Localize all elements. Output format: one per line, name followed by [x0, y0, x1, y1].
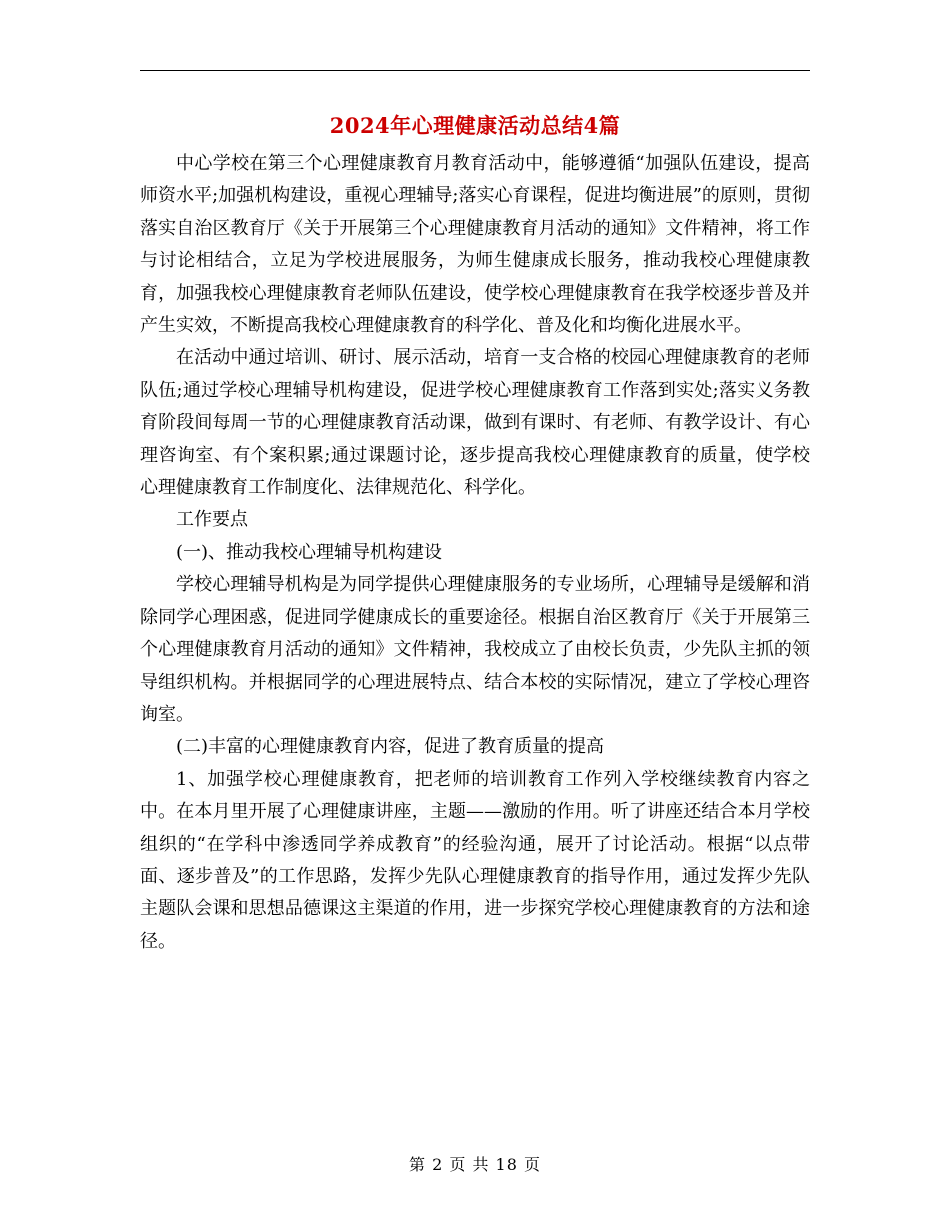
section-heading-1: (一)、推动我校心理辅导机构建设 [176, 541, 443, 563]
paragraph-intro: 中心学校在第三个心理健康教育月教育活动中，能够遵循“加强队伍建设，提高师资水平;加强机构建设，重视心理辅导;落实心育课程，促进均衡进展”的原则，贯彻落实自治区教育厅《关于开展第三个心理健康教育月活动的通知》文件精神，将工作与讨论相结合，立足为学校进展服务，为师生健康成长服务，推动我校心理健康教育，加强我校心理健康教育老师队伍建设，使学校心理健康教育在我学校逐步普及并产生实效，不断提高我校心理健康教育的科学化、普及化和均衡化进展水平。 [140, 153, 810, 337]
page-number: 第 2 页 共 18 页 [409, 1155, 541, 1174]
section-heading-2: (二)丰富的心理健康教育内容，促进了教育质量的提高 [176, 736, 605, 758]
document-body [140, 148, 810, 958]
document-title: 2024年心理健康活动总结4篇 [329, 113, 621, 138]
section-heading-work-points: 工作要点 [176, 509, 248, 531]
paragraph-activities: 在活动中通过培训、研讨、展示活动，培育一支合格的校园心理健康教育的老师队伍;通过学校心理辅导机构建设，促进学校心理健康教育工作落到实处;落实义务教育阶段间每周一节的心理健康教育活动课，做到有课时、有老师、有教学设计、有心理咨询室、有个案积累;通过课题讨论，逐步提高我校心理健康教育的质量，使学校心理健康教育工作制度化、法律规范化、科学化。 [140, 347, 810, 499]
paragraph-counseling: 学校心理辅导机构是为同学提供心理健康服务的专业场所，心理辅导是缓解和消除同学心理困惑，促进同学健康成长的重要途径。根据自治区教育厅《关于开展第三个心理健康教育月活动的通知》文件精神，我校成立了由校长负责，少先队主抓的领导组织机构。并根据同学的心理进展特点、结合本校的实际情况，建立了学校心理咨询室。 [140, 574, 810, 725]
paragraph-training: 1、加强学校心理健康教育，把老师的培训教育工作列入学校继续教育内容之中。在本月里开展了心理健康讲座，主题——激励的作用。听了讲座还结合本月学校组织的“在学科中渗透同学养成教育”的经验沟通，展开了讨论活动。根据“以点带面、逐步普及”的工作思路，发挥少先队心理健康教育的指导作用，通过发挥少先队主题队会课和思想品德课这主渠道的作用，进一步探究学校心理健康教育的方法和途径。 [140, 768, 810, 952]
header-rule [140, 70, 810, 71]
